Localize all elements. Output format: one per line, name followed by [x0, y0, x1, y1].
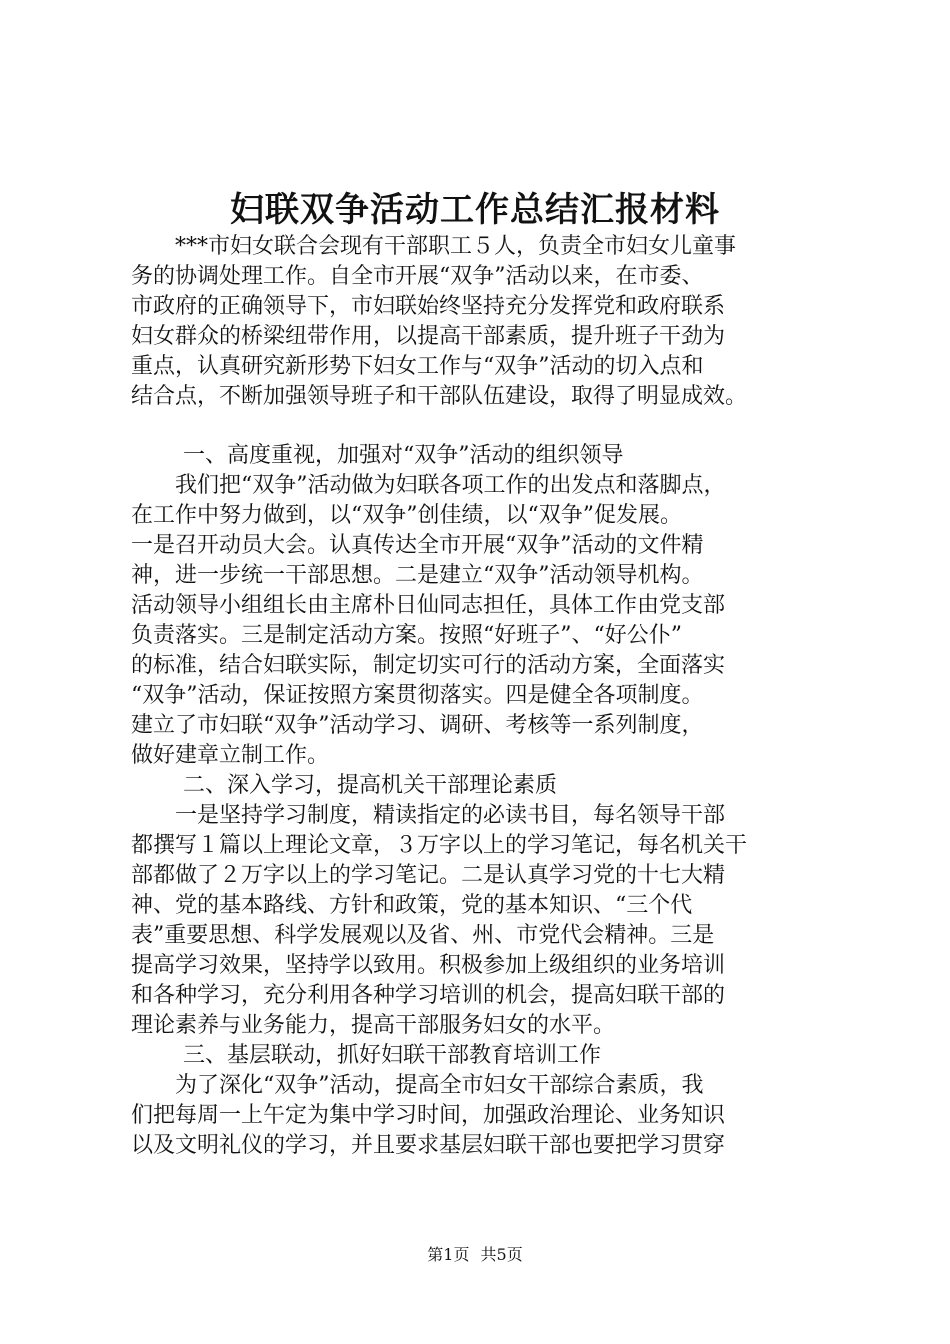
page-number: 第1页 [427, 1245, 470, 1264]
paragraph-line: 和各种学习，充分利用各种学习培训的机会，提高妇联干部的 [131, 983, 726, 1008]
paragraph-line: 都撰写１篇以上理论文章，３万字以上的学习笔记，每名机关干 [131, 833, 748, 858]
section-heading: 三、基层联动，抓好妇联干部教育培训工作 [183, 1043, 602, 1068]
paragraph-line: 提高学习效果，坚持学以致用。积极参加上级组织的业务培训 [131, 953, 726, 978]
page-footer [0, 1244, 950, 1266]
paragraph-line: 负责落实。三是制定活动方案。按照“好班子”、“好公仆” [131, 623, 682, 648]
paragraph-line: 我们把“双争”活动做为妇联各项工作的出发点和落脚点， [175, 473, 726, 498]
paragraph-line: 妇女群众的桥梁纽带作用，以提高干部素质，提升班子干劲为 [131, 324, 726, 349]
paragraph-line: 结合点，不断加强领导班子和干部队伍建设，取得了明显成效。 [131, 384, 748, 409]
paragraph-line: 务的协调处理工作。自全市开展“双争”活动以来，在市委、 [131, 264, 704, 289]
document-body [131, 232, 831, 1161]
paragraph-line: 的标准，结合妇联实际，制定切实可行的活动方案，全面落实 [131, 653, 726, 678]
paragraph-line: 以及文明礼仪的学习，并且要求基层妇联干部也要把学习贯穿 [131, 1133, 726, 1158]
paragraph-line: 为了深化“双争”活动，提高全市妇女干部综合素质，我 [175, 1073, 704, 1098]
paragraph-line: 在工作中努力做到，以“双争”创佳绩，以“双争”促发展。 [131, 503, 682, 528]
paragraph-line: “双争”活动，保证按照方案贯彻落实。四是健全各项制度。 [131, 683, 704, 708]
paragraph-line: 一是召开动员大会。认真传达全市开展“双争”活动的文件精 [131, 533, 704, 558]
paragraph-line: 们把每周一上午定为集中学习时间，加强政治理论、业务知识 [131, 1103, 726, 1128]
paragraph-line: 理论素养与业务能力，提高干部服务妇女的水平。 [131, 1013, 616, 1038]
paragraph-gap [131, 412, 831, 441]
paragraph-line: 一是坚持学习制度，精读指定的必读书目，每名领导干部 [175, 803, 726, 828]
paragraph-line: ***市妇女联合会现有干部职工５人，负责全市妇女儿童事 [175, 234, 737, 259]
paragraph-line: 部都做了２万字以上的学习笔记。二是认真学习党的十七大精 [131, 863, 726, 888]
paragraph-line: 做好建章立制工作。 [131, 743, 330, 768]
paragraph-line: 市政府的正确领导下，市妇联始终坚持充分发挥党和政府联系 [131, 294, 726, 319]
section-heading: 一、高度重视，加强对“双争”活动的组织领导 [183, 443, 624, 468]
paragraph-line: 神，进一步统一干部思想。二是建立“双争”活动领导机构。 [131, 563, 704, 588]
paragraph-line: 重点，认真研究新形势下妇女工作与“双争”活动的切入点和 [131, 354, 704, 379]
page-total: 共5页 [480, 1245, 523, 1264]
paragraph-line: 建立了市妇联“双争”活动学习、调研、考核等一系列制度， [131, 713, 704, 738]
section-heading: 二、深入学习，提高机关干部理论素质 [183, 773, 558, 798]
paragraph-line: 活动领导小组组长由主席朴日仙同志担任，具体工作由党支部 [131, 593, 726, 618]
paragraph-line: 表”重要思想、科学发展观以及省、州、市党代会精神。三是 [131, 923, 715, 948]
document-title: 妇联双争活动工作总结汇报材料 [230, 190, 720, 230]
paragraph-line: 神、党的基本路线、方针和政策，党的基本知识、“三个代 [131, 893, 693, 918]
